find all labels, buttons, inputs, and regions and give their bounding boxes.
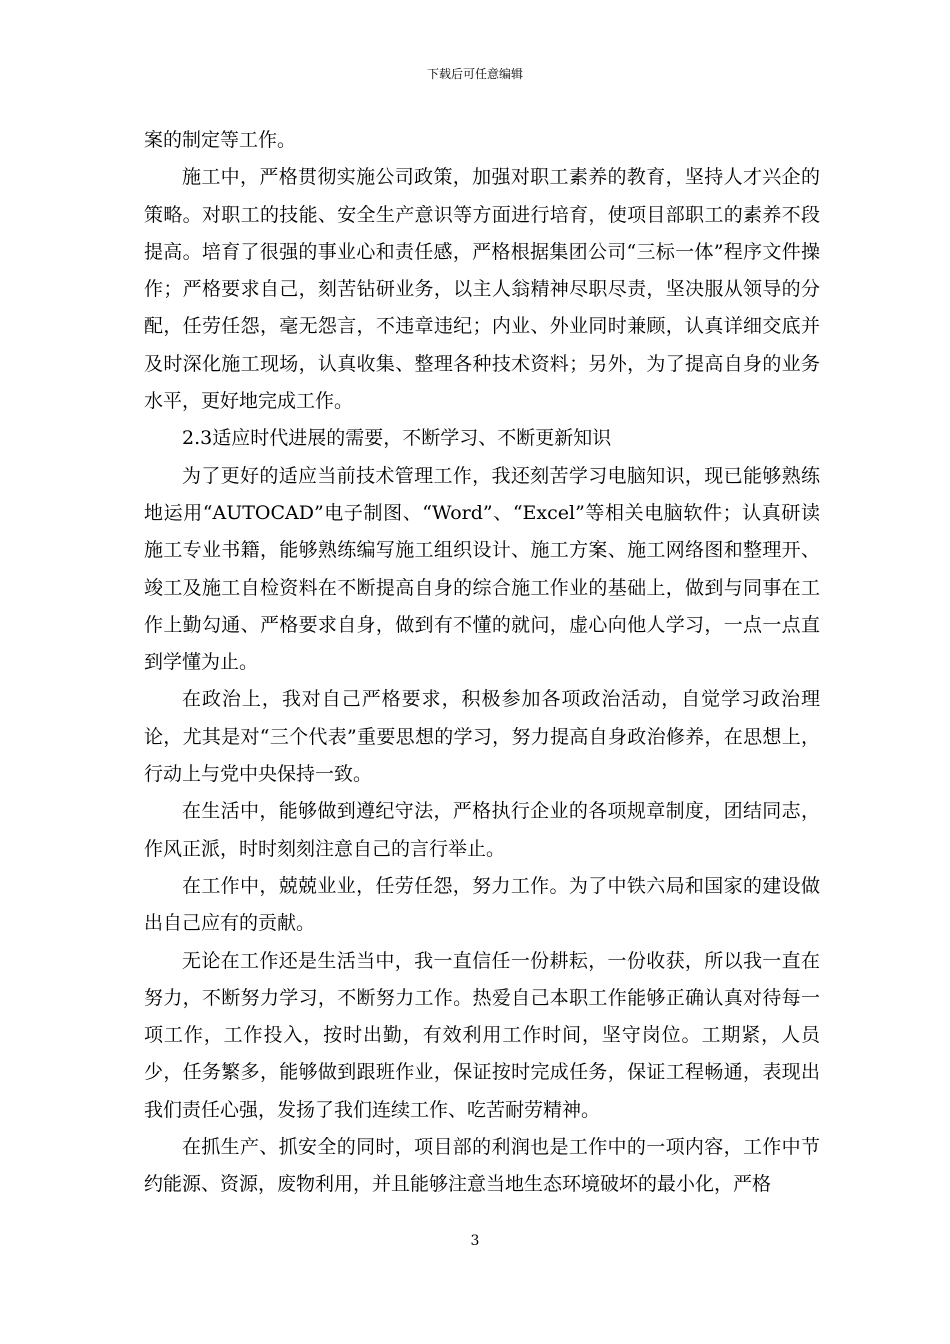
page-number: 3 [470,1233,480,1249]
paragraph-3: 为了更好的适应当前技术管理工作，我还刻苦学习电脑知识，现已能够熟练地运用“AUTOCAD”电子制图、“Word”、“Excel”等相关电脑软件；认真研读施工专业书籍，能够熟练编写施工组织设计、施工方案、施工网络图和整理开、竣工及施工自检资料在不断提高自身的综合施工作业的基础上，做到与同事在工作上勤勾通、严格要求自身，做到有不懂的就问，虚心向他人学习，一点一点直到学懂为止。 [144,464,820,674]
paragraph-4: 在政治上，我对自己严格要求，积极参加各项政治活动，自觉学习政治理论，尤其是对“三个代表”重要思想的学习，努力提高自身政治修养，在思想上，行动上与党中央保持一致。 [144,688,820,786]
paragraph-5: 在生活中，能够做到遵纪守法，严格执行企业的各项规章制度，团结同志，作风正派，时时刻刻注意自己的言行举止。 [144,800,820,860]
page-header: 下载后可任意编辑 [426,67,523,81]
paragraph-6: 在工作中，兢兢业业，任劳任怨，努力工作。为了中铁六局和国家的建设做出自己应有的贡献。 [144,874,820,935]
paragraph-1: 案的制定等工作。 [144,129,297,151]
section-heading-2-3: 2.3适应时代进展的需要，不断学习、不断更新知识 [182,427,612,450]
paragraph-8: 在抓生产、抓安全的同时，项目部的利润也是工作中的一项内容，工作中节约能源、资源，废物利用，并且能够注意当地生态环境破坏的最小化，严格 [144,1136,820,1196]
paragraph-7: 无论在工作还是生活当中，我一直信任一份耕耘，一份收获，所以我一直在努力，不断努力学习，不断努力工作。热爱自己本职工作能够正确认真对待每一项工作，工作投入，按时出勤，有效利用工作时间，坚守岗位。工期紧，人员少，任务繁多，能够做到跟班作业，保证按时完成任务，保证工程畅通，表现出我们责任心强，发扬了我们连续工作、吃苦耐劳精神。 [144,949,820,1121]
document-body [144,122,820,1204]
paragraph-2: 施工中，严格贯彻实施公司政策，加强对职工素养的教育，坚持人才兴企的策略。对职工的技能、安全生产意识等方面进行培育，使项目部职工的素养不段提高。培育了很强的事业心和责任感，严格根据集团公司“三标一体”程序文件操作；严格要求自己，刻苦钻研业务，以主人翁精神尽职尽责，坚决服从领导的分配，任劳任怨，毫无怨言，不违章违纪；内业、外业同时兼顾，认真详细交底并及时深化施工现场，认真收集、整理各种技术资料；另外，为了提高自身的业务水平，更好地完成工作。 [144,166,820,413]
